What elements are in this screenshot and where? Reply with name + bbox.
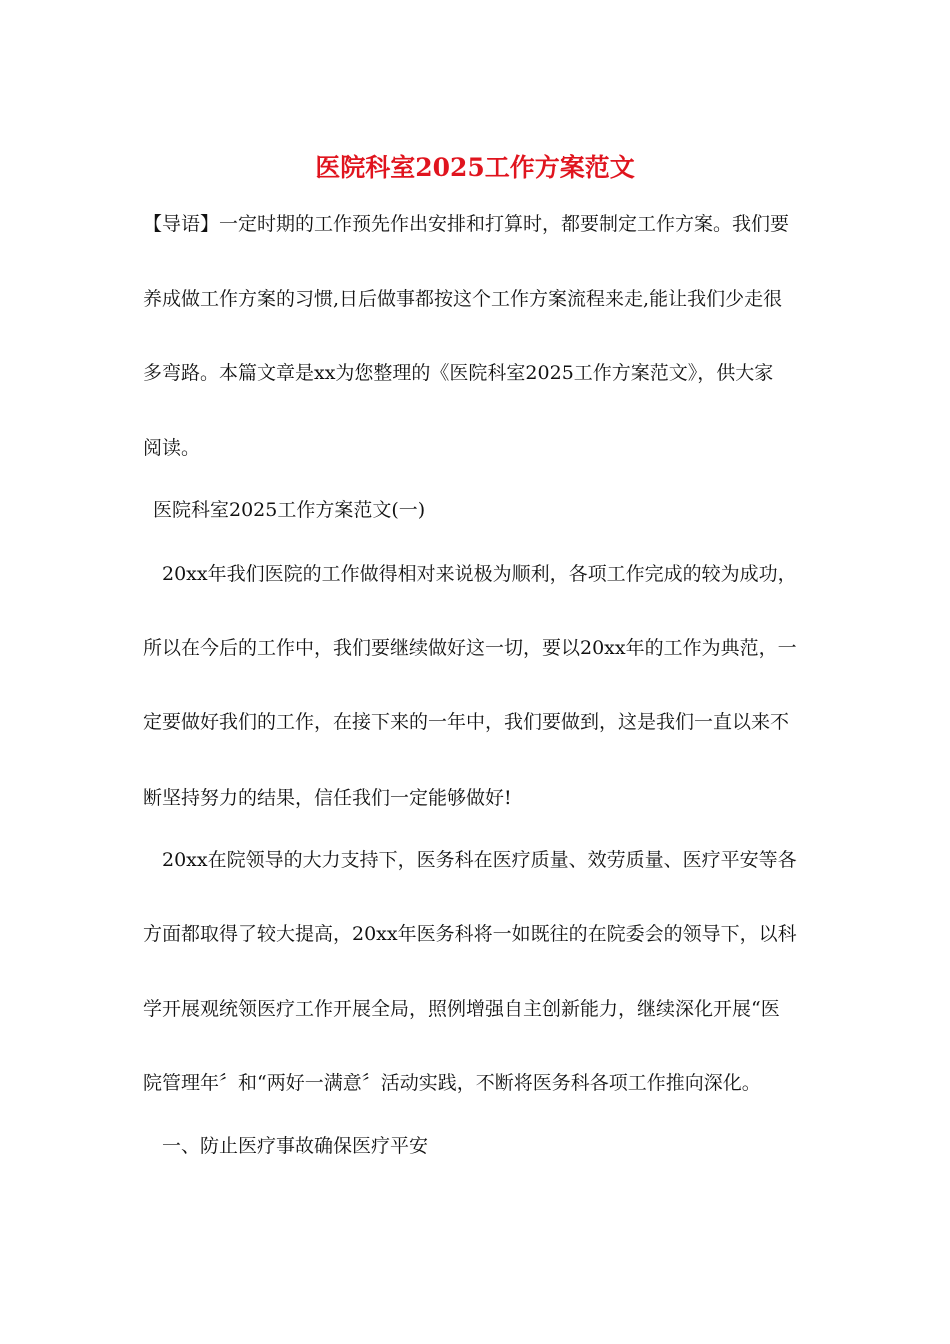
- paragraph-2-line-3: 学开展观统领医疗工作开展全局，照例增强自主创新能力，继续深化开展“医: [143, 998, 780, 1020]
- section-heading: 医院科室2025工作方案范文(一): [153, 499, 426, 521]
- document-title: 医院科室2025工作方案范文: [315, 153, 635, 182]
- paragraph-1-line-4: 断坚持努力的结果，信任我们一定能够做好!: [143, 787, 512, 809]
- paragraph-2-line-4: 院管理年〞和“两好一满意〞活动实践，不断将医务科各项工作推向深化。: [143, 1072, 761, 1094]
- intro-line-1: 【导语】一定时期的工作预先作出安排和打算时，都要制定工作方案。我们要: [143, 213, 790, 235]
- intro-line-3: 多弯路。本篇文章是xx为您整理的《医院科室2025工作方案范文》，供大家: [143, 362, 774, 384]
- paragraph-2-line-1: 20xx在院领导的大力支持下，医务科在医疗质量、效劳质量、医疗平安等各: [162, 849, 797, 871]
- intro-line-4: 阅读。: [143, 437, 201, 459]
- paragraph-1-line-1: 20xx年我们医院的工作做得相对来说极为顺利，各项工作完成的较为成功，: [162, 563, 797, 585]
- subsection-heading: 一、防止医疗事故确保医疗平安: [162, 1135, 429, 1157]
- intro-line-2: 养成做工作方案的习惯,日后做事都按这个工作方案流程来走,能让我们少走很: [143, 288, 783, 310]
- paragraph-2-line-2: 方面都取得了较大提高，20xx年医务科将一如既往的在院委会的领导下，以科: [143, 923, 797, 945]
- paragraph-1-line-3: 定要做好我们的工作，在接下来的一年中，我们要做到，这是我们一直以来不: [143, 711, 790, 733]
- paragraph-1-line-2: 所以在今后的工作中，我们要继续做好这一切，要以20xx年的工作为典范，一: [143, 637, 797, 659]
